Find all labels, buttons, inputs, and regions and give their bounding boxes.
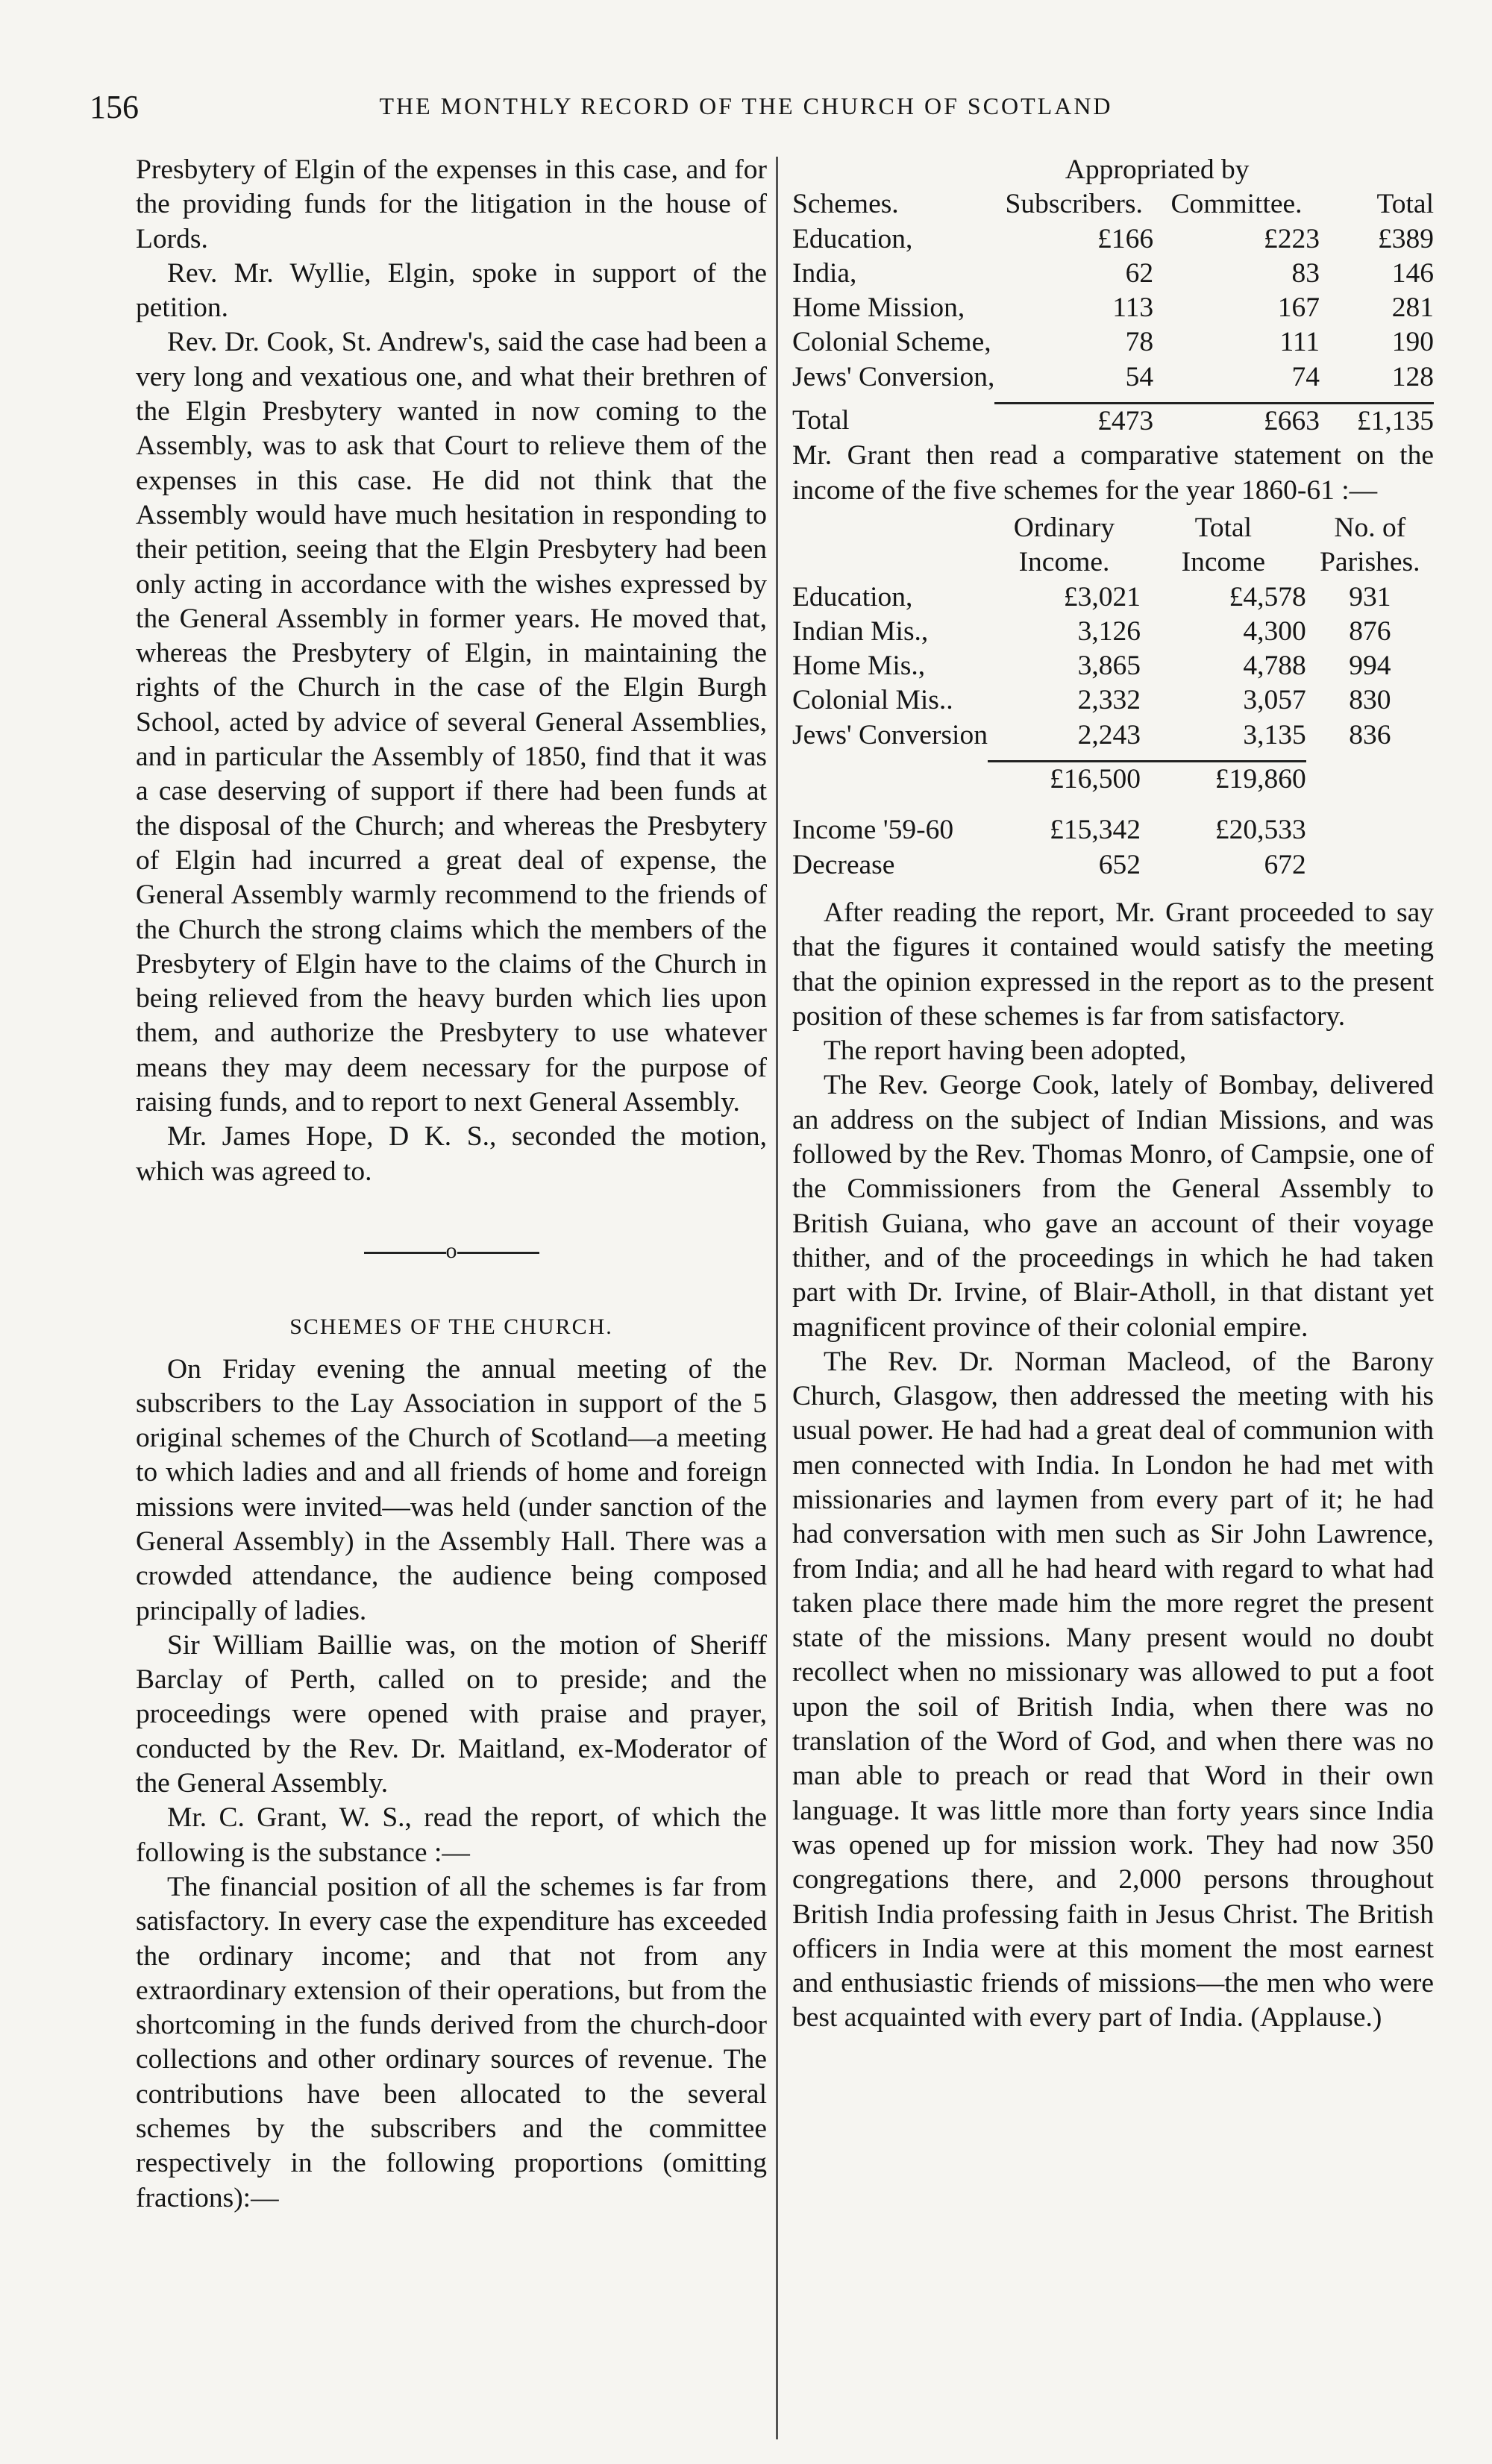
table-cell: 3,135	[1243, 719, 1306, 750]
paragraph: After reading the report, Mr. Grant proceeded to say that the figures it contained would satisfy the meeting that the opinion expressed in the report as to the present position of these schemes is far from satisfactory.	[792, 897, 1434, 1032]
right-column	[792, 153, 1434, 2036]
table-cell: 4,788	[1243, 651, 1306, 682]
paragraph: The financial position of all the schemes is far from satisfactory. In every case the expenditure has exceeded the ordinary income; and that not from any extraordinary extension of their operations, but from the shortcoming in the funds derived from the church-door collections and other ordinary sources of revenue. The contributions have been allocated to the several schemes by the subscribers and the committee respectively in the following proportions (omitting fractions):—	[136, 1871, 767, 2213]
column-header: Income	[1181, 547, 1266, 578]
table-cell	[1306, 762, 1434, 797]
table-cell: 836	[1349, 719, 1391, 750]
table-row	[792, 848, 1434, 883]
table-row	[792, 580, 1434, 615]
column-header: Schemes.	[792, 189, 899, 220]
table-cell: 74	[1291, 361, 1320, 392]
table-cell: 111	[1279, 327, 1320, 358]
table-cell: Colonial Mis..	[792, 685, 953, 716]
page-header	[90, 88, 1402, 133]
table-cell: 4,300	[1243, 615, 1306, 647]
table-cell: 83	[1291, 257, 1320, 289]
table-cell: Jews' Conversion,	[792, 361, 995, 392]
table-cell: £16,500	[1050, 764, 1141, 795]
table-row	[792, 325, 1434, 360]
paragraph: Presbytery of Elgin of the expenses in this case, and for the providing funds for the litigation in the house of Lords.	[136, 154, 767, 254]
table-row	[792, 615, 1434, 649]
table-row	[792, 813, 1434, 847]
table-header-row	[792, 545, 1434, 580]
table-cell: Indian Mis.,	[792, 615, 929, 647]
table-row	[792, 718, 1434, 753]
column-header: Income.	[1018, 547, 1110, 578]
table-cell: India,	[792, 257, 857, 289]
table-cell: 3,126	[1077, 615, 1141, 647]
left-column	[136, 153, 767, 2216]
table-cell: Education,	[792, 581, 913, 612]
table-cell	[1306, 813, 1434, 847]
table-total-row	[792, 762, 1434, 797]
table-cell: 994	[1349, 651, 1391, 682]
table-cell: 2,243	[1077, 719, 1141, 750]
table-header-row	[792, 187, 1434, 222]
table-row	[792, 683, 1434, 718]
column-header: Parishes.	[1320, 547, 1420, 578]
table-cell: £19,860	[1214, 764, 1306, 795]
table-cell: 62	[1125, 257, 1154, 289]
table-cell: 3,865	[1077, 651, 1141, 682]
table-cell: Jews' Conversion	[792, 719, 988, 750]
table-cell: Income '59-60	[792, 815, 954, 846]
table-cell: 876	[1349, 615, 1391, 647]
table-cell: £389	[1378, 223, 1434, 254]
table-cell: Total	[792, 405, 850, 436]
column-header: No. of	[1334, 512, 1406, 543]
table-row	[792, 257, 1434, 291]
table-cell: Education,	[792, 223, 913, 254]
table-cell: Decrease	[792, 849, 895, 880]
table-cell: 167	[1277, 292, 1320, 324]
table-row	[792, 649, 1434, 683]
column-header	[792, 545, 988, 580]
table-cell: 128	[1391, 361, 1434, 392]
table-cell: £473	[1097, 406, 1154, 437]
section-divider	[136, 1234, 767, 1268]
column-header: Committee.	[1170, 189, 1303, 220]
column-rule	[776, 157, 778, 2439]
paragraph: Rev. Mr. Wyllie, Elgin, spoke in support of the petition.	[136, 257, 767, 324]
income-table	[792, 511, 1434, 883]
table-cell: 281	[1391, 292, 1434, 324]
table-cell: £15,342	[1050, 815, 1141, 846]
table-row	[792, 291, 1434, 325]
table-cell: Home Mission,	[792, 292, 965, 324]
paragraph: The report having been adopted,	[824, 1035, 1187, 1067]
table-cell: 652	[1098, 849, 1141, 880]
table-cell: £663	[1263, 406, 1320, 437]
column-header: Total	[1194, 512, 1253, 543]
divider-mark: o	[445, 1238, 457, 1263]
column-header: Total	[1376, 189, 1434, 220]
table-cell: 54	[1125, 361, 1154, 392]
paragraph: The Rev. Dr. Norman Macleod, of the Barony Church, Glasgow, then addressed the meeting with his usual power. He had had a great deal of communion with men connected with India. In London he had met with missionaries and laymen from every part of it; he had had conversation with men such as Sir John Lawrence, from India; and all he had heard with regard to what had taken place there made him the more regret the present state of the missions. Many present would no doubt recollect when no missionary was allowed to put a foot upon the soil of British India, when there was no translation of the Word of God, and when there was no man able to preach or read that Word in their own language. It was little more than forty years since India was opened up for mission work. They had now 350 congregations there, and 2,000 persons throughout British India professing faith in Jesus Christ. The British officers in India were at this moment the most earnest and enthusiastic friends of missions—the men who were best acquainted with every part of India. (Applause.)	[792, 1346, 1434, 2034]
paragraph: Mr. James Hope, D K. S., seconded the motion, which was agreed to.	[136, 1121, 767, 1187]
column-header: Subscribers.	[1005, 189, 1143, 220]
section-title: SCHEMES OF THE CHURCH.	[289, 1314, 613, 1340]
table-group-header: Appropriated by	[1065, 154, 1250, 185]
table-cell: £223	[1263, 223, 1320, 254]
table-header-row	[792, 511, 1434, 545]
table-row	[792, 222, 1434, 257]
table-cell: 113	[1112, 292, 1154, 324]
table-cell: 3,057	[1243, 685, 1306, 716]
column-header	[792, 511, 988, 545]
table-cell: Home Mis.,	[792, 651, 926, 682]
table-cell: 830	[1349, 685, 1391, 716]
sum-rule-row	[792, 753, 1434, 762]
table-cell: Colonial Scheme,	[792, 327, 991, 358]
table-cell: £166	[1097, 223, 1154, 254]
paragraph: Sir William Baillie was, on the motion of Sheriff Barclay of Perth, called on to preside; and the proceedings were opened with praise and prayer, conducted by the Rev. Dr. Maitland, ex-Moderator of the General Assembly.	[136, 1629, 767, 1799]
table-row	[792, 360, 1434, 395]
table-cell: 931	[1349, 581, 1391, 612]
paragraph: The Rev. George Cook, lately of Bombay, delivered an address on the subject of Indian Missions, and was followed by the Rev. Thomas Monro, of Campsie, one of the Commissioners from the General Assembly to British Guiana, who gave an account of their voyage thither, and of the proceedings in which he had taken part with Dr. Irvine, of Blair-Atholl, in that distant yet magnificent province of their colonial empire.	[792, 1070, 1434, 1343]
table-cell: 190	[1391, 327, 1434, 358]
paragraph: Mr. Grant then read a comparative statement on the income of the five schemes for the year 1860-61 :—	[792, 440, 1434, 506]
table-total-row	[792, 404, 1434, 439]
table-cell: 78	[1125, 327, 1154, 358]
page-number: 156	[90, 89, 139, 125]
table-cell: £3,021	[1063, 581, 1141, 612]
table-cell: 672	[1264, 849, 1306, 880]
table-cell: 2,332	[1077, 685, 1141, 716]
table-cell: 146	[1391, 257, 1434, 289]
table-cell	[1306, 848, 1434, 883]
appropriation-table	[792, 153, 1434, 439]
paragraph: On Friday evening the annual meeting of the subscribers to the Lay Association in support of the 5 original schemes of the Church of Scotland—a meeting to which ladies and and all friends of home and foreign missions were invited—was held (under sanction of the General Assembly) in the Assembly Hall. There was a crowded attendance, the audience being composed principally of ladies.	[136, 1353, 767, 1626]
table-cell: £1,135	[1356, 406, 1434, 437]
running-title: THE MONTHLY RECORD OF THE CHURCH OF SCOTLAND	[379, 93, 1113, 119]
paragraph: Mr. C. Grant, W. S., read the report, of which the following is the substance :—	[136, 1802, 767, 1868]
table-cell: £20,533	[1214, 815, 1306, 846]
sum-rule-row	[792, 395, 1434, 404]
table-cell	[792, 762, 988, 797]
column-header: Ordinary	[1013, 512, 1115, 543]
table-cell: £4,578	[1229, 581, 1306, 612]
paragraph: Rev. Dr. Cook, St. Andrew's, said the case had been a very long and vexatious one, and what their brethren of the Elgin Presbytery wanted in now coming to the Assembly, was to ask that Court to relieve them of the expenses in this case. He did not think that the Assembly would have much hesitation in responding to their petition, seeing that the Elgin Presbytery had been only acting in accordance with the wishes expressed by the General Assembly in former years. He moved that, whereas the Presbytery of Elgin, in maintaining the rights of the Church in the case of the Elgin Burgh School, acted by advice of several General Assemblies, and in particular the Assembly of 1850, find that it was a case deserving of support if there had been funds at the disposal of the Church; and whereas the Presbytery of Elgin had incurred a great deal of expense, the General Assembly warmly recommend to the friends of the Church the strong claims which the members of the Presbytery of Elgin have to the claims of the Church in being relieved from the heavy burden which lies upon them, and authorize the Presbytery to use whatever means they may deem necessary for the purpose of raising funds, and to report to next General Assembly.	[136, 327, 767, 1118]
